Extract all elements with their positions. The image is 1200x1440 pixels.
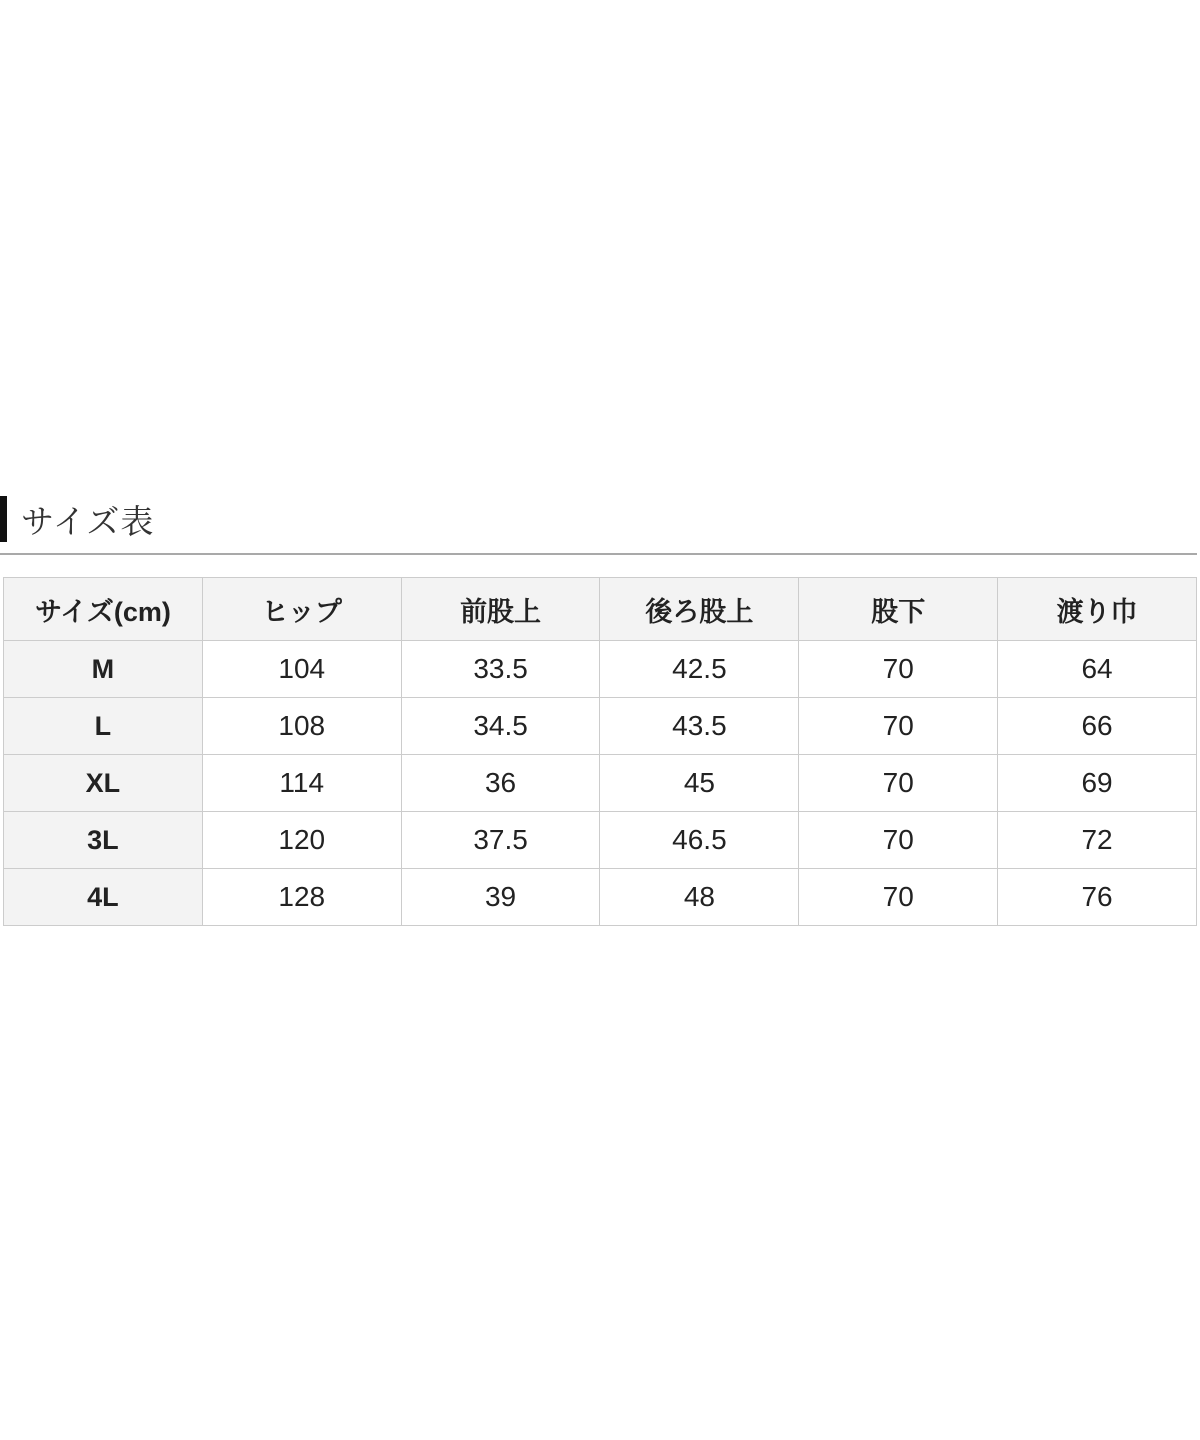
- size-cell: L: [4, 698, 203, 755]
- value-cell: 43.5: [600, 698, 799, 755]
- table-row: [4, 869, 1197, 926]
- column-header-hip: ヒップ: [202, 578, 401, 641]
- value-cell: 70: [799, 698, 998, 755]
- value-cell: 37.5: [401, 812, 600, 869]
- value-cell: 128: [202, 869, 401, 926]
- table-row: [4, 755, 1197, 812]
- value-cell: 114: [202, 755, 401, 812]
- size-table-body: [4, 641, 1197, 926]
- value-cell: 72: [998, 812, 1197, 869]
- value-cell: 64: [998, 641, 1197, 698]
- value-cell: 70: [799, 869, 998, 926]
- value-cell: 108: [202, 698, 401, 755]
- section-divider: [0, 553, 1197, 555]
- column-header-thigh-width: 渡り巾: [998, 578, 1197, 641]
- value-cell: 39: [401, 869, 600, 926]
- value-cell: 66: [998, 698, 1197, 755]
- value-cell: 46.5: [600, 812, 799, 869]
- table-row: [4, 698, 1197, 755]
- size-table: [3, 577, 1197, 926]
- value-cell: 70: [799, 812, 998, 869]
- value-cell: 76: [998, 869, 1197, 926]
- column-header-back-rise: 後ろ股上: [600, 578, 799, 641]
- title-accent-bar: [0, 496, 7, 542]
- value-cell: 33.5: [401, 641, 600, 698]
- table-row: [4, 641, 1197, 698]
- value-cell: 36: [401, 755, 600, 812]
- size-table-header: [4, 578, 1197, 641]
- value-cell: 70: [799, 755, 998, 812]
- value-cell: 42.5: [600, 641, 799, 698]
- column-header-size: サイズ(cm): [4, 578, 203, 641]
- value-cell: 45: [600, 755, 799, 812]
- value-cell: 34.5: [401, 698, 600, 755]
- page-title: サイズ表: [21, 502, 155, 540]
- value-cell: 48: [600, 869, 799, 926]
- size-cell: 4L: [4, 869, 203, 926]
- table-row: [4, 812, 1197, 869]
- value-cell: 70: [799, 641, 998, 698]
- value-cell: 104: [202, 641, 401, 698]
- section-title-row: [0, 494, 1200, 544]
- size-cell: XL: [4, 755, 203, 812]
- value-cell: 120: [202, 812, 401, 869]
- size-cell: M: [4, 641, 203, 698]
- header-row: [4, 578, 1197, 641]
- value-cell: 69: [998, 755, 1197, 812]
- column-header-front-rise: 前股上: [401, 578, 600, 641]
- column-header-inseam: 股下: [799, 578, 998, 641]
- size-cell: 3L: [4, 812, 203, 869]
